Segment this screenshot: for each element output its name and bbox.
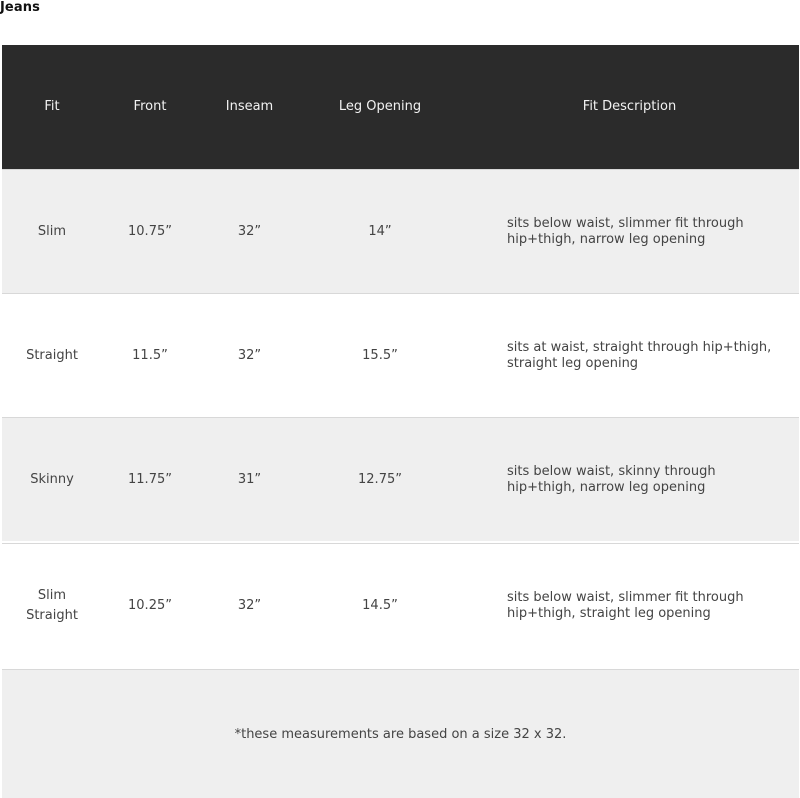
fit-cell: Skinny	[30, 471, 74, 487]
inseam-cell: 31”	[237, 471, 262, 487]
fit-description-cell: sits at waist, straight through hip+thigh, straight leg opening	[507, 339, 772, 371]
fit-description-cell: sits below waist, slimmer fit through hip+thigh, narrow leg opening	[507, 215, 744, 247]
leg-opening-cell: 14.5”	[362, 597, 398, 613]
measurement-footnote: *these measurements are based on a size 32 x 32.	[234, 726, 567, 742]
table-row	[2, 417, 799, 541]
leg-opening-cell: 14”	[368, 223, 392, 239]
leg-opening-cell: 15.5”	[362, 347, 398, 363]
front-cell: 10.25”	[128, 597, 172, 613]
header-leg-opening: Leg Opening	[338, 99, 422, 114]
fit-cell: Straight	[26, 347, 78, 363]
inseam-cell: 32”	[237, 597, 262, 613]
header-inseam: Inseam	[225, 99, 274, 114]
inseam-cell: 32”	[237, 223, 262, 239]
fit-description-cell: sits below waist, slimmer fit through hip+thigh, straight leg opening	[507, 589, 744, 621]
fit-cell: Slim	[37, 223, 67, 239]
header-fit-description: Fit Description	[582, 99, 677, 114]
table-row	[2, 543, 799, 667]
front-cell: 10.75”	[128, 223, 172, 239]
header-fit: Fit	[44, 99, 60, 114]
table-row	[2, 293, 799, 417]
fit-description-cell: sits below waist, skinny through hip+thigh, narrow leg opening	[507, 463, 716, 495]
page-title: Jeans	[0, 0, 40, 15]
table-header-row	[2, 45, 799, 169]
leg-opening-cell: 12.75”	[358, 471, 402, 487]
front-cell: 11.75”	[128, 471, 172, 487]
header-front: Front	[133, 99, 167, 114]
size-chart-table	[2, 45, 799, 798]
footnote-row	[2, 669, 799, 798]
table-row	[2, 169, 799, 293]
fit-cell: Slim Straight	[26, 587, 78, 623]
inseam-cell: 32”	[237, 347, 262, 363]
front-cell: 11.5”	[132, 347, 168, 363]
